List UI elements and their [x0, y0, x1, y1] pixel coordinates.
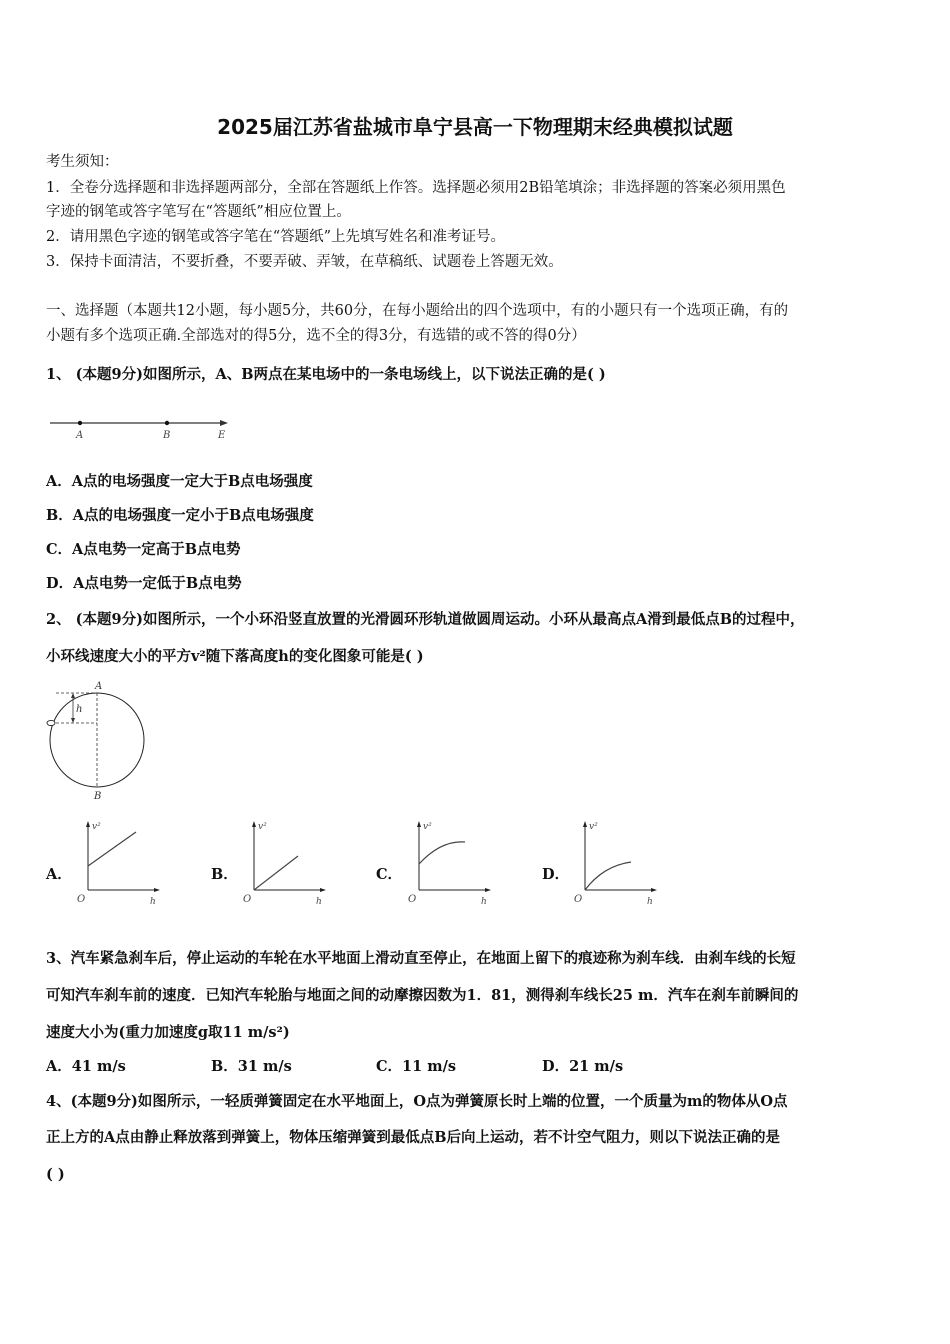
h-axis-arrow-icon	[154, 888, 160, 892]
h-axis-arrow-icon	[651, 888, 657, 892]
q2-graph-c	[405, 816, 495, 908]
q3-stem-line1: 3、汽车紧急刹车后，停止运动的车轮在水平地面上滑动直至停止，在地面上留下的痕迹称为刹车线．由刹车线的长短	[46, 950, 796, 967]
q1-option-a: A．A点的电场强度一定大于B点电场强度	[46, 473, 313, 490]
q3-option-d: D．21 m/s	[542, 1058, 624, 1075]
q2-graph-d	[571, 816, 661, 908]
v-axis-arrow-icon	[86, 821, 90, 827]
q2-option-d-label: D．	[542, 866, 570, 883]
q2-graph-a	[74, 816, 164, 908]
label-a: A	[76, 430, 84, 441]
q4-stem-line1: 4、(本题9分)如图所示，一轻质弹簧固定在水平地面上，O点为弹簧原长时上端的位置，一个质量为m的物体从O点	[46, 1093, 788, 1110]
small-ring	[47, 720, 55, 725]
label-top-a: A	[95, 681, 103, 692]
graph-d-curve	[585, 862, 631, 890]
q2-stem-line1: 2、 (本题9分)如图所示，一个小环沿竖直放置的光滑圆环形轨道做圆周运动。小环从最高点A滑到最低点B的过程中，	[46, 611, 805, 628]
notice-item-1-cont: 字迹的钢笔或答字笔写在“答题纸”相应位置上。	[46, 204, 351, 220]
page-title: 2025届江苏省盐城市阜宁县高一下物理期末经典模拟试题	[217, 115, 733, 139]
v-axis-arrow-icon	[417, 821, 421, 827]
label-bottom-b: B	[94, 791, 102, 802]
axis-v2-label: v²	[258, 822, 267, 832]
axis-h-label: h	[647, 897, 653, 907]
axis-h-label: h	[481, 897, 487, 907]
q2-option-b-label: B．	[211, 866, 238, 883]
q2-graph-b	[240, 816, 330, 908]
q2-stem-line2: 小环线速度大小的平方v²随下落高度h的变化图象可能是( )	[46, 648, 424, 665]
notice-heading: 考生须知：	[46, 154, 119, 170]
q1-option-b: B．A点的电场强度一定小于B点电场强度	[46, 507, 314, 524]
v-axis-arrow-icon	[583, 821, 587, 827]
section-heading-line2: 小题有多个选项正确.全部选对的得5分，选不全的得3分，有选错的或不答的得0分）	[46, 328, 586, 344]
h-axis-arrow-icon	[320, 888, 326, 892]
axis-h-label: h	[316, 897, 322, 907]
height-arrow-down-icon	[71, 718, 75, 723]
height-arrow-up-icon	[71, 693, 75, 698]
graph-a-curve	[88, 832, 136, 866]
label-e: E	[218, 430, 226, 441]
q2-option-a-label: A．	[46, 866, 72, 883]
h-axis-arrow-icon	[485, 888, 491, 892]
graph-c-curve	[419, 842, 465, 864]
q1-option-c: C．A点电势一定高于B点电势	[46, 541, 241, 558]
label-b: B	[163, 430, 171, 441]
axis-v2-label: v²	[589, 822, 598, 832]
notice-item-1: 1．全卷分选择题和非选择题两部分，全部在答题纸上作答。选择题必须用2B铅笔填涂；非选择题的答案必须用黑色	[46, 180, 786, 196]
point-a-dot	[78, 421, 82, 425]
q3-option-b: B．31 m/s	[211, 1058, 292, 1075]
axis-v2-label: v²	[92, 822, 101, 832]
origin-label: O	[243, 894, 252, 905]
q4-stem-line2: 正上方的A点由静止释放落到弹簧上，物体压缩弹簧到最低点B后向上运动，若不计空气阻力，则以下说法正确的是	[46, 1129, 781, 1146]
q2-option-c-label: C．	[376, 866, 403, 883]
q3-option-c: C．11 m/s	[376, 1058, 457, 1075]
q1-stem: 1、 (本题9分)如图所示，A、B两点在某电场中的一条电场线上，以下说法正确的是( )	[46, 366, 606, 383]
axis-v2-label: v²	[423, 822, 432, 832]
q3-stem-line2: 可知汽车刹车前的速度．已知汽车轮胎与地面之间的动摩擦因数为1．81，测得刹车线长25 m．汽车在刹车前瞬间的	[46, 987, 799, 1004]
q1-field-line-figure	[46, 412, 246, 444]
q3-stem-line3: 速度大小为(重力加速度g取11 m/s²)	[46, 1024, 290, 1041]
q1-option-d: D．A点电势一定低于B点电势	[46, 575, 242, 592]
axis-h-label: h	[150, 897, 156, 907]
graph-b-curve	[254, 856, 298, 890]
origin-label: O	[77, 894, 86, 905]
q2-circle-track-figure	[44, 678, 154, 804]
label-h: h	[76, 704, 83, 715]
notice-item-3: 3．保持卡面清洁，不要折叠，不要弄破、弄皱，在草稿纸、试题卷上答题无效。	[46, 254, 563, 270]
section-heading-line1: 一、选择题（本题共12小题，每小题5分，共60分，在每小题给出的四个选项中，有的小题只有一个选项正确，有的	[46, 303, 789, 319]
q4-stem-line3: ( )	[46, 1166, 65, 1183]
notice-item-2: 2．请用黑色字迹的钢笔或答字笔在“答题纸”上先填写姓名和准考证号。	[46, 229, 506, 245]
q3-option-a: A．41 m/s	[46, 1058, 126, 1075]
point-b-dot	[165, 421, 169, 425]
origin-label: O	[408, 894, 417, 905]
arrow-head-icon	[220, 420, 228, 426]
origin-label: O	[574, 894, 583, 905]
v-axis-arrow-icon	[252, 821, 256, 827]
